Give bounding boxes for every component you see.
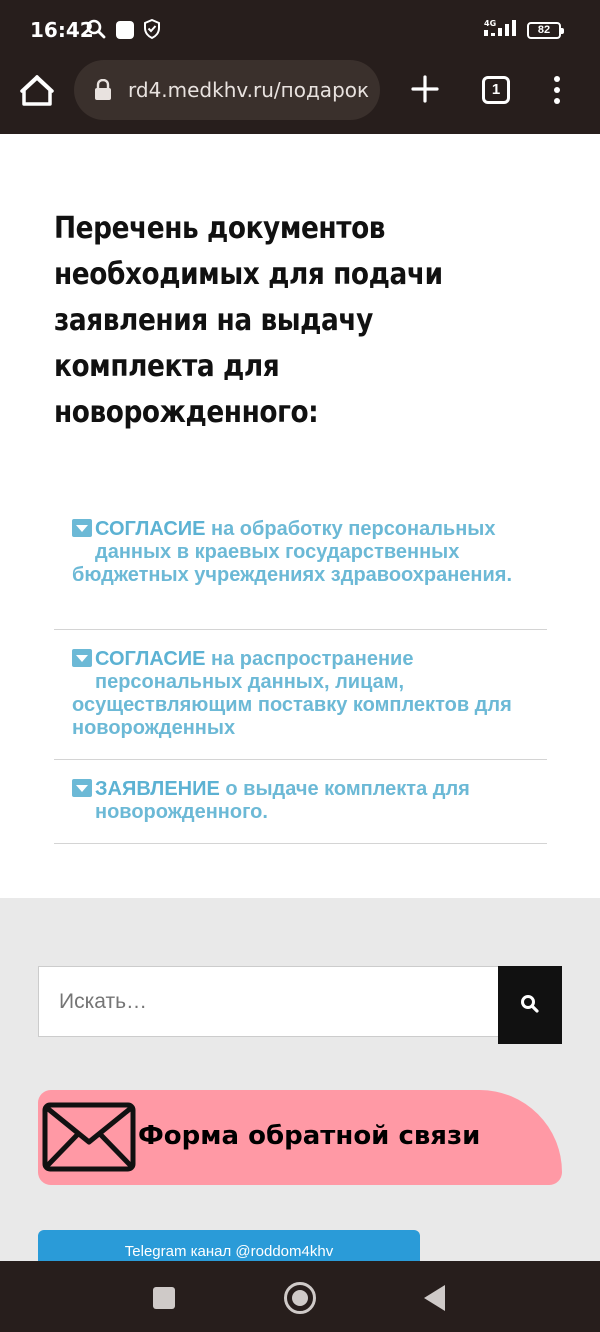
- document-lead[interactable]: СОГЛАСИЕ: [95, 518, 206, 540]
- document-link-application[interactable]: [54, 760, 547, 844]
- status-bar: [0, 0, 600, 58]
- recent-apps-icon[interactable]: [153, 1287, 175, 1309]
- address-bar[interactable]: [74, 60, 380, 120]
- main-content: [0, 134, 600, 898]
- document-list: [54, 500, 547, 844]
- home-button-icon[interactable]: [284, 1282, 316, 1314]
- feedback-label[interactable]: Форма обратной связи: [138, 1121, 481, 1151]
- new-tab-plus-icon[interactable]: [410, 74, 440, 104]
- document-link-consent-distribution[interactable]: [54, 630, 547, 760]
- notification-square-icon: [116, 21, 134, 39]
- caret-down-icon: [72, 779, 92, 797]
- search-form: [38, 966, 562, 1044]
- document-text-first[interactable]: на обработку персональных: [205, 518, 496, 540]
- document-lead[interactable]: ЗАЯВЛЕНИЕ: [95, 778, 220, 800]
- document-lead[interactable]: СОГЛАСИЕ: [95, 648, 206, 670]
- document-text-first[interactable]: о выдаче комплекта для: [219, 778, 470, 800]
- envelope-icon: [42, 1102, 136, 1172]
- back-icon[interactable]: [424, 1285, 445, 1311]
- battery-icon: 82: [527, 22, 561, 39]
- search-icon: [86, 19, 106, 39]
- search-button[interactable]: [498, 966, 562, 1044]
- browser-toolbar: [0, 58, 600, 134]
- feedback-form-banner[interactable]: [38, 1090, 562, 1185]
- signal-icon: [482, 18, 522, 40]
- document-text-rest[interactable]: персональных данных, лицам, осуществляющим поставку комплектов для новорожденных: [72, 671, 512, 739]
- caret-down-icon: [72, 649, 92, 667]
- network-type: 4G: [484, 19, 497, 28]
- document-text-rest[interactable]: данных в краевых государственных бюджетных учреждениях здравоохранения.: [72, 541, 513, 586]
- home-icon[interactable]: [20, 74, 54, 108]
- telegram-channel-button[interactable]: Telegram канал @roddom4khv: [38, 1230, 420, 1276]
- menu-icon[interactable]: [552, 76, 562, 109]
- search-input[interactable]: [38, 966, 499, 1037]
- document-text-first[interactable]: на распространение: [205, 648, 414, 670]
- page-title: Перечень документов необходимых для подачи заявления на выдачу комплекта для новорожденного:: [54, 211, 443, 430]
- tabs-icon[interactable]: 1: [482, 76, 510, 104]
- url-text[interactable]: rd4.medkhv.ru/подарок: [128, 78, 370, 102]
- system-nav-bar: [0, 1261, 600, 1332]
- caret-down-icon: [72, 519, 92, 537]
- document-text-rest[interactable]: новорожденного.: [95, 801, 268, 823]
- shield-icon: [143, 19, 161, 39]
- status-time: 16:42: [30, 18, 94, 42]
- search-icon: [520, 994, 540, 1014]
- lock-icon[interactable]: [94, 79, 112, 101]
- document-link-consent-processing[interactable]: [54, 500, 547, 630]
